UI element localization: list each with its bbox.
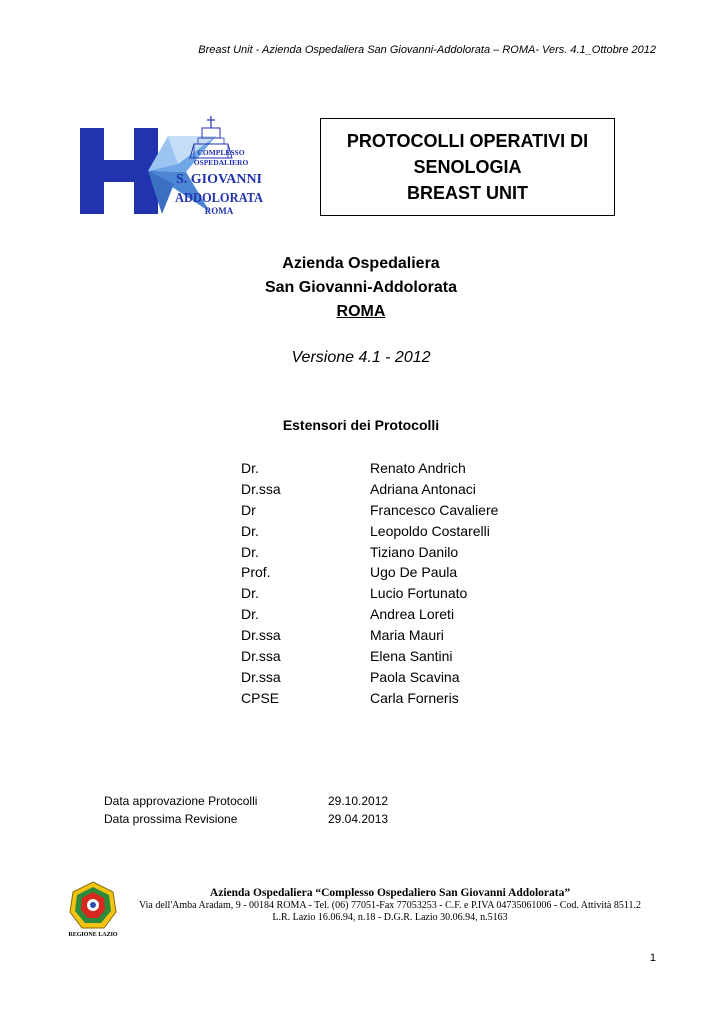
running-header: Breast Unit - Azienda Ospedaliera San Giovanni-Addolorata – ROMA- Vers. 4.1_Ottobre 2012: [198, 44, 656, 56]
author-row: [241, 562, 498, 583]
author-name: Carla Forneris: [370, 689, 459, 706]
footer-line1: Azienda Ospedaliera “Complesso Ospedaliero San Giovanni Addolorata”: [209, 887, 571, 899]
author-title: Dr.ssa: [241, 648, 281, 665]
author-title: Dr.ssa: [241, 627, 281, 644]
regione-lazio-seal: [68, 880, 118, 938]
author-name: Leopoldo Costarelli: [370, 522, 490, 539]
author-name: Maria Mauri: [370, 627, 444, 644]
author-title: Prof.: [241, 564, 271, 581]
approval-row: [104, 792, 388, 810]
approval-value: 29.10.2012: [328, 794, 389, 808]
hospital-logo-graphic: [78, 114, 268, 224]
logo-line3: S. GIOVANNI: [176, 172, 262, 187]
seal-caption: REGIONE LAZIO: [68, 932, 118, 938]
page-number: 1: [649, 952, 656, 964]
author-title: CPSE: [241, 689, 280, 706]
author-name: Francesco Cavaliere: [370, 501, 499, 518]
organization-city: ROMA: [336, 303, 386, 320]
title-box: [320, 118, 615, 216]
version: Versione 4.1 - 2012: [291, 349, 431, 366]
logo-line5: ROMA: [204, 206, 234, 216]
author-row: [241, 688, 498, 709]
author-row: [241, 625, 498, 646]
author-title: Dr.: [241, 543, 259, 560]
approval-label: Data approvazione Protocolli: [104, 794, 258, 808]
author-row: [241, 542, 498, 563]
footer-line3: L.R. Lazio 16.06.94, n.18 - D.G.R. Lazio 30.06.94, n.5163: [272, 912, 508, 923]
logo-line2: OSPEDALIERO: [193, 158, 249, 167]
author-name: Adriana Antonaci: [370, 480, 476, 497]
author-row: [241, 500, 498, 521]
author-title: Dr.: [241, 606, 259, 623]
author-name: Paola Scavina: [370, 668, 460, 685]
author-row: [241, 667, 498, 688]
dates-block: [104, 792, 388, 828]
author-row: [241, 646, 498, 667]
logo-line1: COMPLESSO: [197, 148, 245, 157]
author-name: Elena Santini: [370, 648, 453, 665]
hospital-logo: [78, 114, 268, 224]
title-line2: SENOLOGIA: [413, 157, 522, 177]
revision-label: Data prossima Revisione: [104, 812, 238, 826]
organization-line2: San Giovanni-Addolorata: [264, 279, 457, 296]
author-title: Dr.: [241, 460, 259, 476]
logo-line4: ADDOLORATA: [175, 191, 264, 206]
title-line1: PROTOCOLLI OPERATIVI DI: [346, 131, 589, 151]
revision-row: [104, 810, 388, 828]
footer: [128, 886, 652, 924]
extensors-title: Estensori dei Protocolli: [282, 417, 440, 433]
author-name: Renato Andrich: [370, 460, 466, 476]
author-title: Dr: [241, 501, 256, 518]
author-title: Dr.: [241, 522, 259, 539]
regione-lazio-seal-graphic: [68, 880, 118, 932]
author-row: [241, 458, 498, 479]
author-title: Dr.: [241, 585, 259, 602]
author-row: [241, 583, 498, 604]
footer-line2: Via dell'Amba Aradam, 9 - 00184 ROMA - Tel. (06) 77051-Fax 77053253 - C.F. e P.IVA 04735061006 - Cod. Attività 8511.2: [139, 900, 641, 911]
author-name: Ugo De Paula: [370, 564, 458, 581]
author-title: Dr.ssa: [241, 668, 281, 685]
author-row: [241, 521, 498, 542]
organization-line1: Azienda Ospedaliera: [282, 255, 440, 272]
author-name: Tiziano Danilo: [370, 543, 459, 560]
authors-list: [241, 458, 498, 709]
author-name: Andrea Loreti: [370, 606, 455, 623]
author-row: [241, 604, 498, 625]
author-name: Lucio Fortunato: [370, 585, 468, 602]
author-title: Dr.ssa: [241, 480, 281, 497]
title-line3: BREAST UNIT: [407, 183, 528, 203]
revision-value: 29.04.2013: [328, 812, 389, 826]
author-row: [241, 479, 498, 500]
